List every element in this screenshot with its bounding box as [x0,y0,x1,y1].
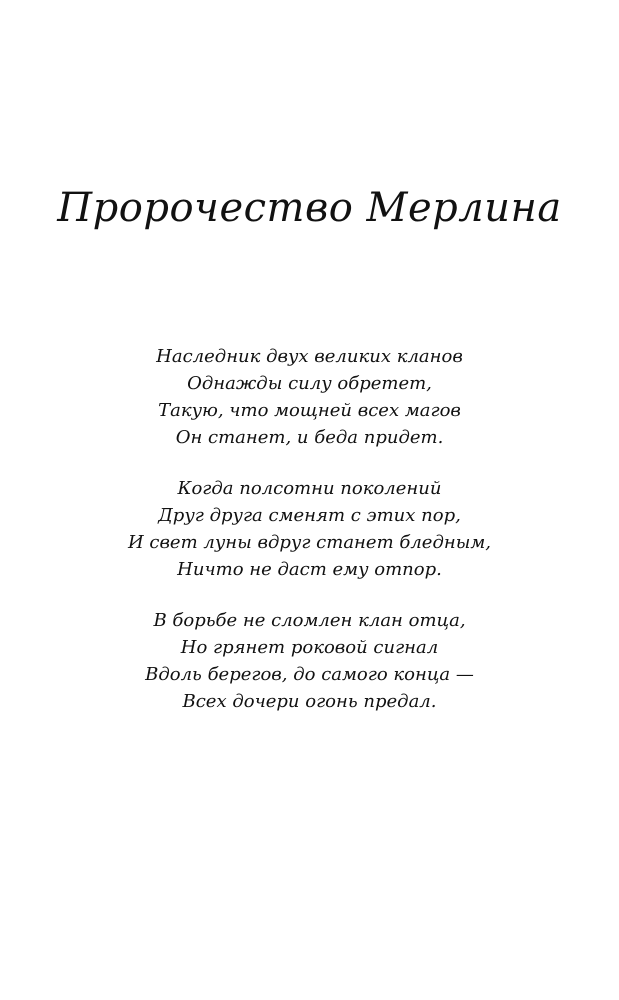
stanza-3 [0,607,619,715]
poem-line: И свет луны вдруг станет бледным, [127,532,492,553]
poem-line: Но грянет роковой сигнал [180,637,439,658]
poem-line: Когда полсотни поколений [177,478,442,499]
poem-line: Вдоль берегов, до самого конца — [145,664,474,685]
poem-line: Ничто не даст ему отпор. [177,559,442,580]
poem-line: Друг друга сменят с этих пор, [158,505,461,526]
stanza-1 [0,343,619,451]
stanza-2 [0,475,619,583]
poem-line: В борьбе не сломлен клан отца, [153,610,466,631]
page-title: Пророчество Мерлина [57,185,562,231]
poem-line: Наследник двух великих кланов [156,346,463,367]
poem-line: Всех дочери огонь предал. [182,691,437,712]
poem-line: Такую, что мощней всех магов [158,400,461,421]
poem-line: Он станет, и беда придет. [175,427,444,448]
poem [0,343,619,739]
poem-line: Однажды силу обретет, [187,373,432,394]
